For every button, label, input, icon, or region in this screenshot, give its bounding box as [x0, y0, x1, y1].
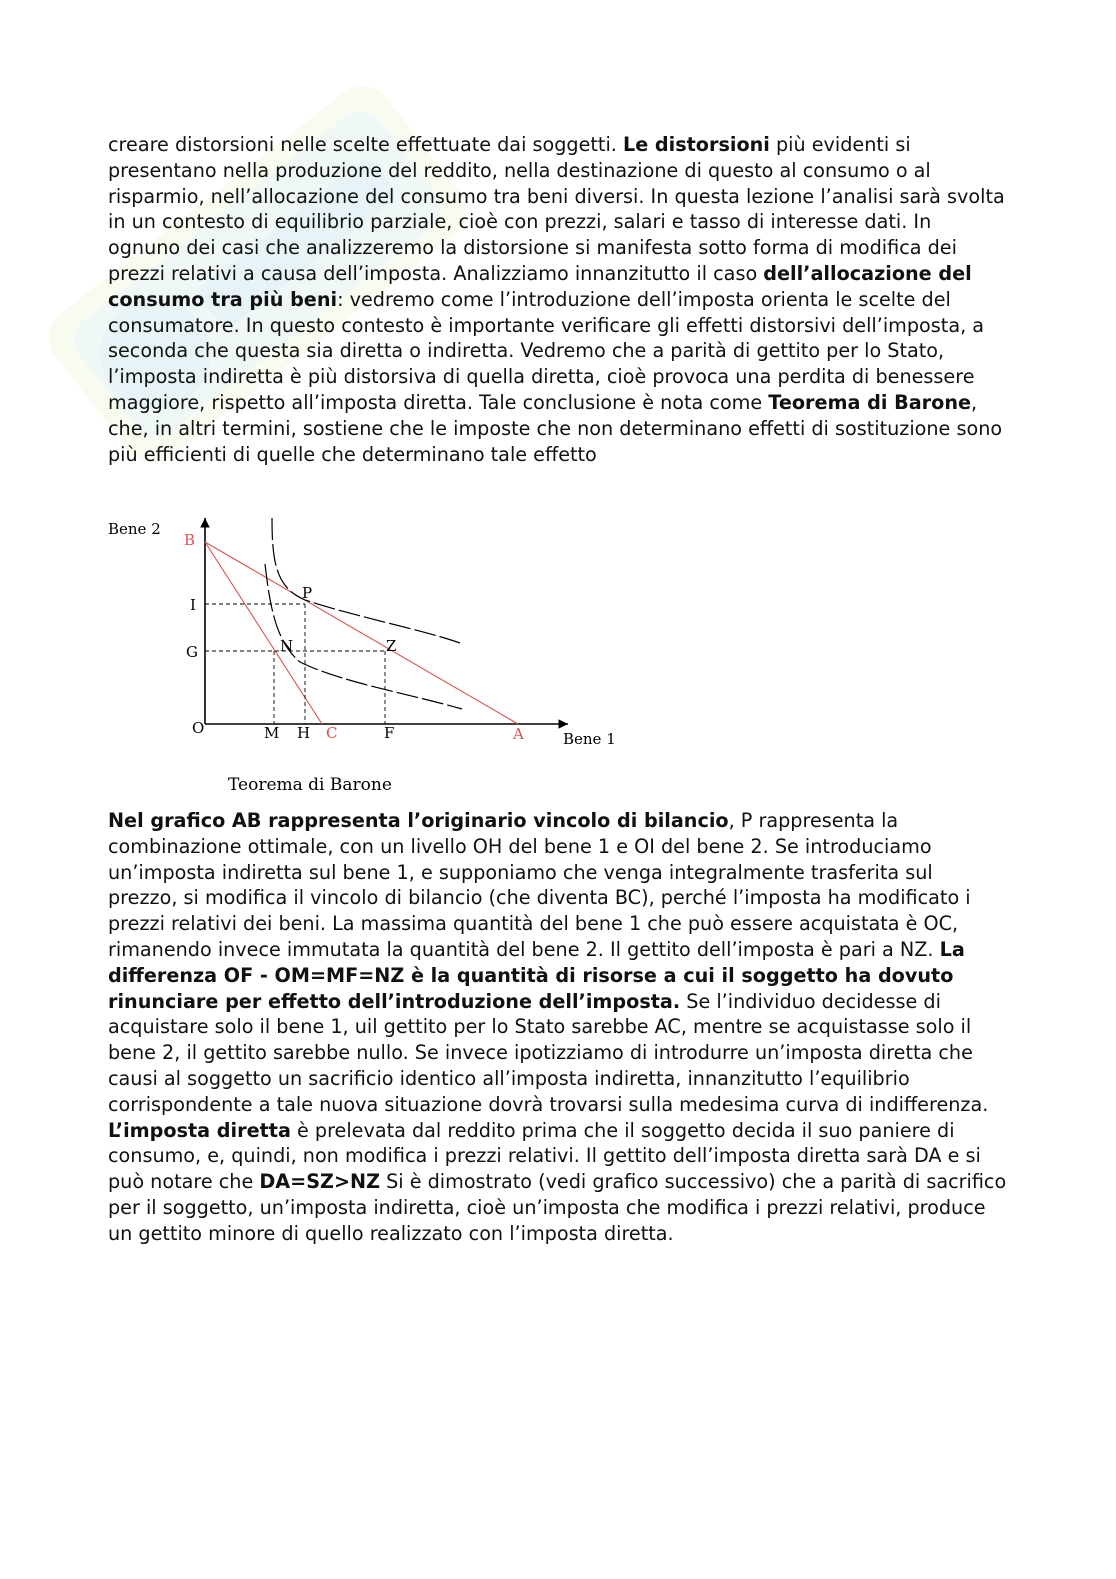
budget-line-ab: [205, 542, 518, 724]
text-run: Se l’individuo decidesse di acquistare solo il bene 1, uil gettito per lo Stato sarebbe AC, mentre se acquistasse solo il bene 2, il gettito sarebbe nullo. Se invece ipotizziamo di introdurre un’imposta diretta che causi al soggetto un sacrificio identico all’imposta indiretta, innanzitutto l’equilibrio corrispondente a tale nuova situazione dovrà trovarsi sulla medesima curva di indifferenza.: [108, 989, 989, 1116]
label-g: G: [186, 643, 198, 661]
figure-caption: Teorema di Barone: [228, 775, 392, 795]
bold-term-teorema: Teorema di Barone: [768, 390, 971, 414]
label-m: M: [264, 724, 280, 742]
bold-term-imposta-diretta: L’imposta diretta: [108, 1118, 291, 1142]
explanation-paragraph: [108, 808, 1008, 1247]
text-run: , P rappresenta la combinazione ottimale, con un livello OH del bene 1 e OI del bene 2. Se introduciamo un’imposta indiretta sul bene 1, e supponiamo che venga integralmente trasferita sul prezzo, si modifica il vincolo di bilancio (che diventa BC), perché l’imposta ha modificato i prezzi relativi dei beni. La massima quantità del bene 1 che può essere acquistata è OC, rimanendo invece immutata la quantità del bene 2. Il gettito dell’imposta è pari a NZ.: [108, 809, 971, 961]
bold-term-differenza: La differenza OF - OM=MF=NZ è la quantità di risorse a cui il soggetto ha dovuto rinunciare per effetto dell’introduzione dell’imposta.: [108, 937, 965, 1013]
label-f: F: [384, 724, 395, 742]
text-run: più evidenti si presentano nella produzione del reddito, nella destinazione di questo al consumo o al risparmio, nell’allocazione del consumo tra beni diversi. In questa lezione l’analisi sarà svolta in un contesto di equilibrio parziale, cioè con prezzi, salari e tasso di interesse dati. In ognuno dei casi che analizzeremo la distorsione si manifesta sotto forma di modifica dei prezzi relativi a causa dell’imposta. Analizziamo innanzitutto il caso: [108, 133, 1005, 285]
label-h: H: [297, 724, 311, 742]
label-b: B: [184, 531, 196, 549]
label-n: N: [280, 637, 294, 655]
text-run: Si è dimostrato (vedi grafico successivo) che a parità di sacrifico per il soggetto, un’imposta indiretta, cioè un’imposta che modifica i prezzi relativi, produce un gettito minore di quello realizzato con l’imposta diretta.: [108, 1170, 1007, 1245]
label-o: O: [192, 719, 205, 737]
indifference-curve-lower: [265, 564, 462, 709]
indifference-curve-upper: [272, 518, 460, 643]
intro-paragraph: [108, 132, 1008, 467]
bold-term-vincolo: Nel grafico AB rappresenta l’originario vincolo di bilancio: [108, 809, 729, 832]
label-a: A: [513, 725, 524, 743]
label-p: P: [302, 584, 313, 602]
label-i: I: [190, 596, 196, 614]
bold-term-allocazione: dell’allocazione del consumo tra più beni: [108, 261, 972, 311]
bold-term-distorsioni: Le distorsioni: [622, 133, 770, 156]
text-run: , che, in altri termini, sostiene che le imposte che non determinano effetti di sostituzione sono più efficienti di quelle che determinano tale effetto: [108, 390, 1003, 466]
y-axis-label: Bene 2: [108, 520, 161, 538]
label-z: Z: [386, 637, 397, 655]
text-run: creare distorsioni nelle scelte effettuate dai soggetti.: [108, 133, 623, 156]
barone-diagram: [100, 512, 630, 802]
text-run: : vedremo come l’introduzione dell’imposta orienta le scelte del consumatore. In questo contesto è importante verificare gli effetti distorsivi dell’imposta, a seconda che questa sia diretta o indiretta. Vedremo che a parità di gettito per lo Stato, l’imposta indiretta è più distorsiva di quella diretta, cioè provoca una perdita di benessere maggiore, rispetto all’imposta diretta. Tale conclusione è nota come: [108, 287, 985, 414]
x-axis-label: Bene 1: [563, 730, 616, 748]
budget-line-bc: [205, 542, 322, 724]
label-c: C: [326, 724, 338, 742]
bold-term-da-sz-nz: DA=SZ>NZ: [259, 1170, 380, 1194]
text-run: è prelevata dal reddito prima che il soggetto decida il suo paniere di consumo, e, quindi, non modifica i prezzi relativi. Il gettito dell’imposta diretta sarà DA e si può notare che: [108, 1118, 981, 1194]
